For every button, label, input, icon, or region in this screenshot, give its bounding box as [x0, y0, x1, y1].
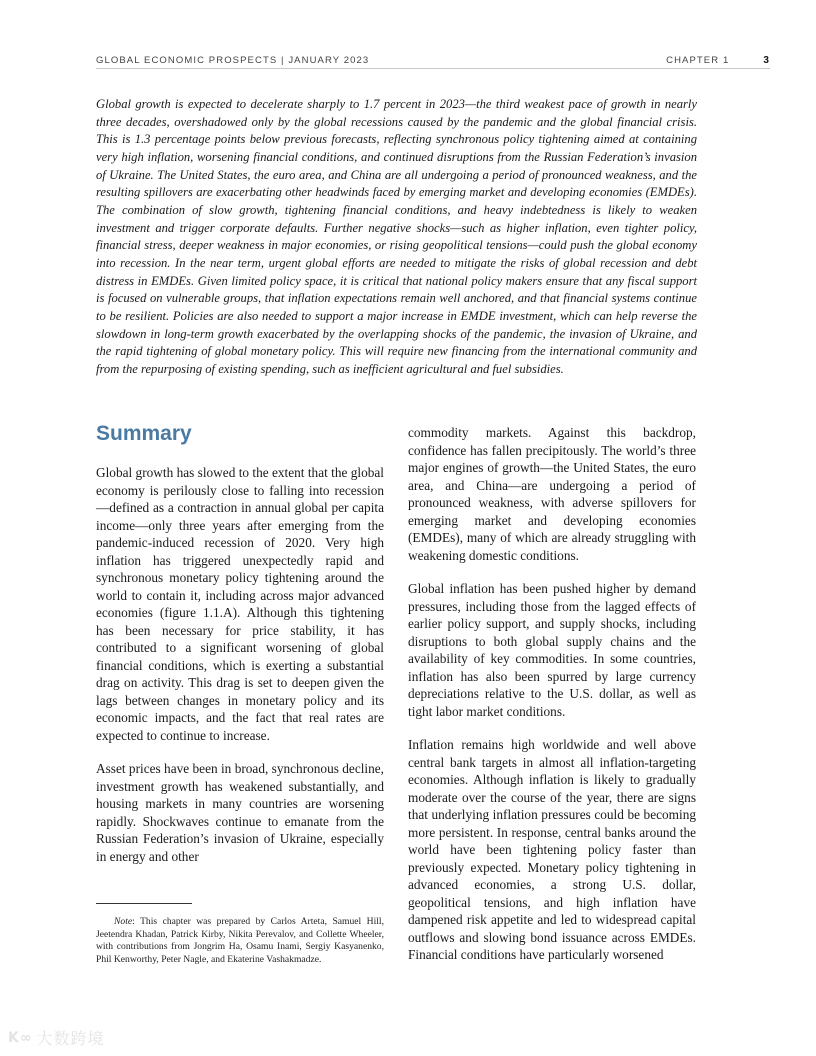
footnote-label: Note [114, 916, 133, 927]
publication-title: GLOBAL ECONOMIC PROSPECTS | JANUARY 2023 [96, 54, 370, 66]
section-heading-summary: Summary [96, 422, 192, 445]
chapter-label: CHAPTER 1 [666, 54, 730, 66]
footnote [96, 916, 384, 966]
right-column [408, 424, 696, 980]
watermark [8, 1026, 105, 1049]
footnote-text: : This chapter was prepared by Carlos Arteta, Samuel Hill, Jeetendra Khadan, Patrick Kirby, Nikita Perevalov, and Collette Wheeler, with contributions from Jongrim Ha, Osamu Inami, Sergiy Kasyanenko, Phil Kenworthy, Peter Nagle, and Ekaterine Vashakmadze. [96, 916, 384, 965]
footnote-divider [96, 903, 192, 904]
header-divider [96, 68, 770, 69]
summary-paragraph: Inflation remains high worldwide and well above central bank targets in almost all inflation-targeting economies. Although inflation is likely to gradually moderate over the course of the year, there are signs that underlying inflation pressures could be becoming more persistent. In response, central banks around the world have been tightening policy faster than previously expected. Monetary policy tightening in advanced economies, a strong U.S. dollar, geopolitical tensions, and high inflation have dampened risk appetite and led to widespread capital outflows and slowing bond issuance across EMDEs. Financial conditions have particularly worsened [408, 737, 696, 962]
watermark-logo-icon: K∞ [8, 1029, 33, 1046]
chapter-abstract: Global growth is expected to decelerate sharply to 1.7 percent in 2023—the third weakest pace of growth in nearly three decades, overshadowed only by the global recessions caused by the pandemic and the global financial crisis. This is 1.3 percentage points below previous forecasts, reflecting synchronous policy tightening aimed at containing very high inflation, worsening financial conditions, and continued disruptions from the Russian Federation’s invasion of Ukraine. The United States, the euro area, and China are all undergoing a period of pronounced weakness, and the resulting spillovers are exacerbating other headwinds faced by emerging market and developing economies (EMDEs). The combination of slow growth, tightening financial conditions, and heavy indebtedness is likely to weaken investment and trigger corporate defaults. Further negative shocks—such as higher inflation, even tighter policy, financial stress, deeper weakness in major economies, or rising geopolitical tensions—could push the global economy into recession. In the near term, urgent global efforts are needed to mitigate the risks of global recession and debt distress in EMDEs. Given limited policy space, it is critical that national policy makers ensure that any fiscal support is focused on vulnerable groups, that inflation expectations remain well anchored, and that financial systems continue to be resilient. Policies are also needed to support a major increase in EMDE investment, which can help reverse the slowdown in long-term growth exacerbated by the overlapping shocks of the pandemic, the invasion of Ukraine, and the rapid tightening of global monetary policy. This will require new financing from the international community and from the repurposing of existing spending, such as inefficient agricultural and fuel subsidies. [96, 97, 697, 376]
summary-paragraph: commodity markets. Against this backdrop, confidence has fallen precipitously. The world’s three major engines of growth—the United States, the euro area, and China—are undergoing a period of pronounced weakness, with adverse spillovers for emerging market and developing economies (EMDEs), many of which are already struggling with weakening domestic conditions. [408, 425, 696, 563]
summary-paragraph: Asset prices have been in broad, synchronous decline, investment growth has weakened substantially, and housing markets in many countries are worsening rapidly. Shockwaves continue to emanate from the Russian Federation’s invasion of Ukraine, especially in energy and other [96, 761, 384, 864]
summary-paragraph: Global growth has slowed to the extent that the global economy is perilously close to falling into recession—defined as a contraction in annual global per capita income—only three years after emerging from the pandemic-induced recession of 2020. Very high inflation has triggered unexpectedly rapid and synchronous monetary policy tightening around the world to contain it, including across major advanced economies (figure 1.1.A). Although this tightening has been necessary for price stability, it has contributed to a significant worsening of global financial conditions, which is exerting a substantial drag on activity. This drag is set to deepen given the lags between changes in monetary policy and its economic impacts, and the fact that real rates are expected to continue to increase. [96, 465, 384, 743]
running-header [96, 52, 770, 68]
summary-paragraph: Global inflation has been pushed higher by demand pressures, including those from the lagged effects of earlier policy support, and supply shocks, including disruptions to both global supply chains and the availability of key commodities. In some countries, inflation has also been spurred by large currency depreciations relative to the U.S. dollar, as well as tight labor market conditions. [408, 581, 696, 719]
page-number: 3 [763, 54, 770, 66]
left-column [96, 420, 384, 881]
watermark-text: 大数跨境 [36, 1029, 105, 1048]
